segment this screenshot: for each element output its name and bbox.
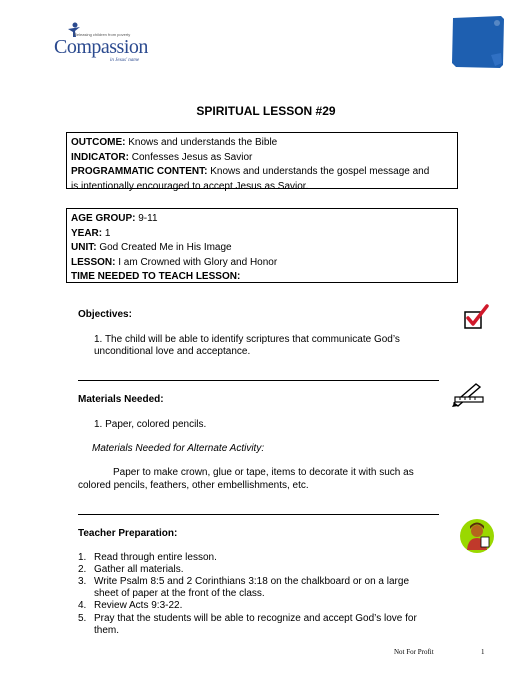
logo-subtitle: in Jesus' name	[110, 58, 140, 63]
pencil-ruler-icon	[451, 381, 485, 407]
prep-item: Write Psalm 8:5 and 2 Corinthians 3:18 on the chalkboard or on a large	[94, 576, 409, 587]
divider	[78, 380, 439, 381]
lesson-info-box	[66, 208, 458, 283]
teacher-icon	[459, 517, 495, 555]
logo-name: Compassion	[54, 36, 148, 58]
prep-item: Review Acts 9:3-22.	[94, 600, 183, 611]
compassion-logo	[52, 22, 164, 66]
objective-item-line1: 1. The child will be able to identify scriptures that communicate God’s	[94, 334, 400, 345]
prep-item: Gather all materials.	[94, 564, 184, 575]
prep-number: 5.	[78, 613, 87, 624]
prep-item: Read through entire lesson.	[94, 552, 217, 563]
page-title: SPIRITUAL LESSON #29	[196, 104, 336, 118]
prep-number: 3.	[78, 576, 87, 587]
alternate-materials-line2: colored pencils, feathers, other embellishments, etc.	[78, 480, 309, 491]
preparation-heading: Teacher Preparation:	[78, 528, 178, 539]
unit-line: UNIT: God Created Me in His Image	[71, 242, 232, 254]
materials-heading: Materials Needed:	[78, 394, 164, 405]
checkbox-check-icon	[463, 304, 489, 330]
alternate-materials-line1: Paper to make crown, glue or tape, items to decorate it with such as	[113, 467, 414, 478]
logo-tagline: Releasing children from poverty	[74, 32, 131, 37]
materials-item: 1. Paper, colored pencils.	[94, 419, 207, 430]
year-line: YEAR: 1	[71, 227, 111, 239]
age-group-line: AGE GROUP: 9-11	[71, 213, 158, 224]
lesson-line: LESSON: I am Crowned with Glory and Honor	[71, 256, 278, 268]
objectives-heading: Objectives:	[78, 309, 132, 320]
indicator-line: INDICATOR: Confesses Jesus as Savior	[71, 151, 253, 163]
prep-item: Pray that the students will be able to recognize and accept God’s love for	[94, 613, 417, 624]
prep-number: 4.	[78, 600, 87, 611]
objective-item-line2: unconditional love and acceptance.	[94, 346, 251, 357]
page-number: 1	[481, 648, 485, 656]
outcome-box	[66, 132, 458, 192]
prep-number: 1.	[78, 552, 87, 563]
prep-number: 2.	[78, 564, 87, 575]
alternate-materials-heading: Materials Needed for Alternate Activity:	[92, 443, 265, 454]
content-line-2: is intentionally encouraged to accept Jesus as Savior.	[71, 180, 309, 192]
footer-note: Not For Profit	[394, 648, 434, 656]
prep-item-line2: sheet of paper at the front of the class.	[94, 588, 265, 599]
content-line: PROGRAMMATIC CONTENT: Knows and understands the gospel message and	[71, 166, 430, 178]
divider	[78, 514, 439, 515]
outcome-line: OUTCOME: Knows and understands the Bible	[71, 137, 278, 148]
blue-stamp-graphic	[451, 15, 505, 69]
prep-item-line2: them.	[94, 625, 120, 636]
time-needed-line: TIME NEEDED TO TEACH LESSON:	[71, 271, 241, 283]
